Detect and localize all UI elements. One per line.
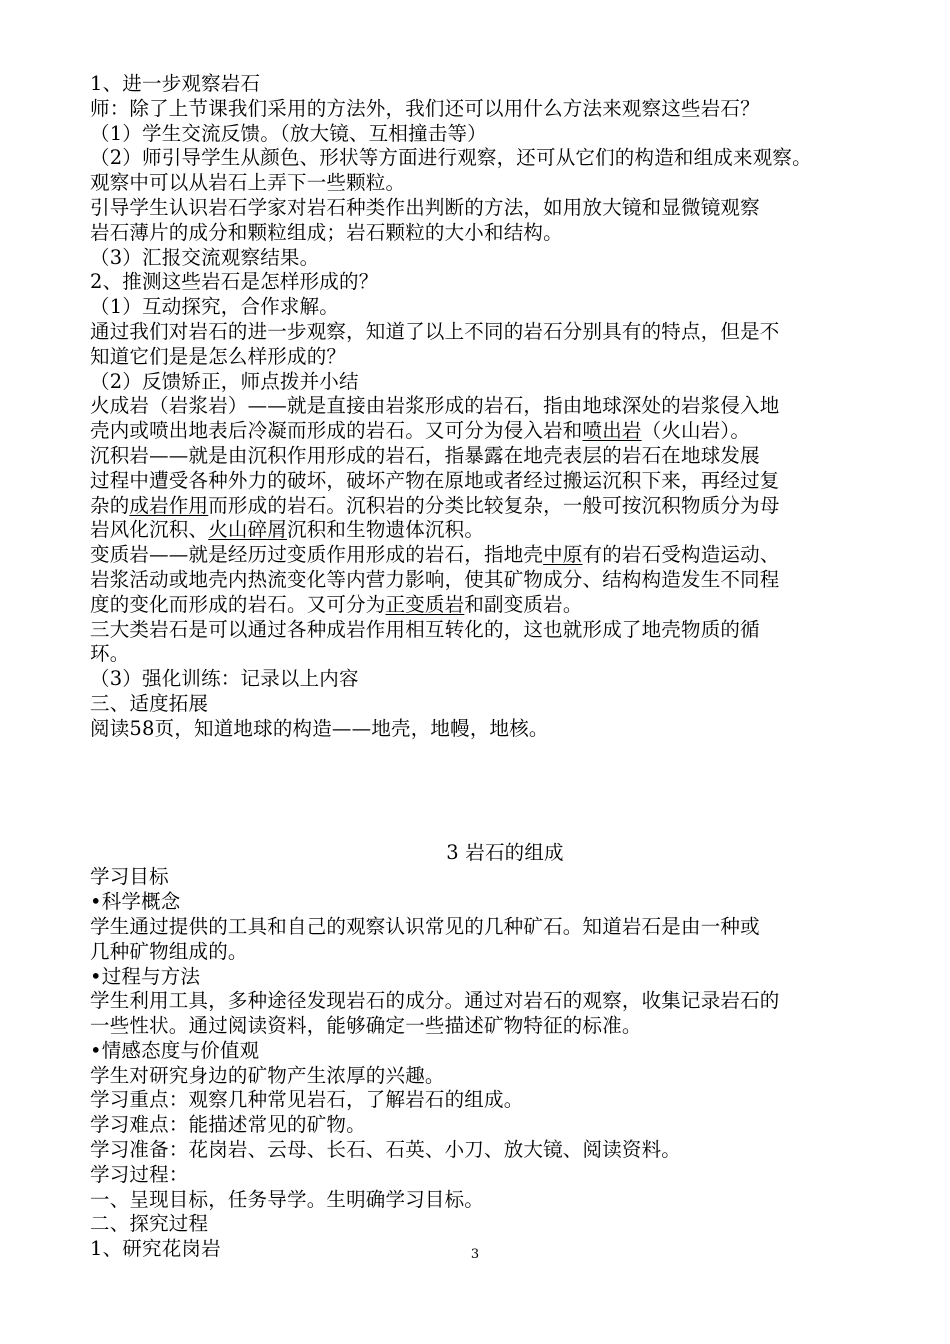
text-run: 沉积和生物遗体沉积。 bbox=[287, 518, 485, 542]
text-run: 岩风化沉积、 bbox=[90, 518, 209, 542]
section-title: 3 岩石的组成 bbox=[446, 840, 564, 864]
text-line: •科学概念 bbox=[90, 890, 181, 914]
text-line bbox=[90, 494, 880, 519]
text-line: 岩石薄片的成分和颗粒组成；岩石颗粒的大小和结构。 bbox=[90, 220, 563, 244]
text-line: 沉积岩——就是由沉积作用形成的岩石，指暴露在地壳表层的岩石在地球发展 bbox=[90, 443, 760, 467]
underlined-term: 喷出岩 bbox=[582, 419, 642, 443]
text-line: 观察中可以从岩石上弄下一些颗粒。 bbox=[90, 171, 406, 195]
text-run: 度的变化而形成的岩石。又可分为 bbox=[90, 592, 386, 616]
text-line: 2、推测这些岩石是怎样形成的？ bbox=[90, 270, 379, 294]
text-line: 1、研究花岗岩 bbox=[90, 1237, 221, 1261]
underlined-term: 正变质岩 bbox=[385, 592, 465, 616]
text-run: 杂的 bbox=[90, 493, 130, 517]
text-line: （3）汇报交流观察结果。 bbox=[90, 245, 320, 269]
text-line: 三大类岩石是可以通过各种成岩作用相互转化的，这也就形成了地壳物质的循 bbox=[90, 617, 760, 641]
text-run: 而形成的岩石。沉积岩的分类比较复杂，一般可按沉积物质分为母 bbox=[208, 493, 780, 517]
text-run: 有的岩石受构造运动、 bbox=[582, 543, 780, 567]
text-line bbox=[90, 419, 880, 444]
text-line: 二、探究过程 bbox=[90, 1212, 209, 1236]
text-run: 和副变质岩。 bbox=[464, 592, 583, 616]
page-number: 3 bbox=[470, 1247, 480, 1262]
text-line: 岩浆活动或地壳内热流变化等内营力影响，使其矿物成分、结构构造发生不同程 bbox=[90, 567, 780, 591]
text-line: 几种矿物组成的。 bbox=[90, 939, 248, 963]
text-line: 阅读58页，知道地球的构造——地壳，地幔，地核。 bbox=[90, 716, 549, 740]
text-line: 通过我们对岩石的进一步观察，知道了以上不同的岩石分别具有的特点，但是不 bbox=[90, 319, 780, 343]
section-spacer bbox=[90, 742, 880, 841]
text-line: 过程中遭受各种外力的破坏，破坏产物在原地或者经过搬运沉积下来，再经过复 bbox=[90, 468, 780, 492]
underlined-term: 成岩作用 bbox=[129, 493, 209, 517]
text-run: 变质岩——就是经历过变质作用形成的岩石，指地壳 bbox=[90, 543, 544, 567]
text-line: （2）师引导学生从颜色、形状等方面进行观察，还可从它们的构造和组成来观察。 bbox=[90, 146, 812, 170]
text-line: 学生利用工具，多种途径发现岩石的成分。通过对岩石的观察，收集记录岩石的 bbox=[90, 989, 780, 1013]
text-line: （1）学生交流反馈。（放大镜、互相撞击等） bbox=[90, 121, 487, 145]
text-line: 火成岩（岩浆岩）——就是直接由岩浆形成的岩石，指由地球深处的岩浆侵入地 bbox=[90, 394, 780, 418]
text-line: 学习过程： bbox=[90, 1162, 189, 1186]
text-line: 学习目标 bbox=[90, 865, 169, 889]
text-line: （2）反馈矫正，师点拨并小结 bbox=[90, 369, 359, 393]
text-line: 师：除了上节课我们采用的方法外，我们还可以用什么方法来观察这些岩石？ bbox=[90, 96, 760, 120]
underlined-term: 中原 bbox=[543, 543, 583, 567]
text-line bbox=[90, 518, 880, 543]
underlined-term: 火山碎屑 bbox=[208, 518, 288, 542]
text-line: 学生通过提供的工具和自己的观察认识常见的几种矿石。知道岩石是由一种或 bbox=[90, 914, 760, 938]
text-line: 学生对研究身边的矿物产生浓厚的兴趣。 bbox=[90, 1063, 445, 1087]
document-body bbox=[90, 72, 880, 1262]
text-line: 知道它们是是怎么样形成的？ bbox=[90, 344, 347, 368]
text-line bbox=[90, 593, 880, 618]
text-line: 1、进一步观察岩石 bbox=[90, 72, 261, 95]
text-line: 学习难点：能描述常见的矿物。 bbox=[90, 1113, 366, 1137]
text-line: 环。 bbox=[90, 642, 130, 666]
text-line: 一些性状。通过阅读资料，能够确定一些描述矿物特征的标准。 bbox=[90, 1014, 642, 1038]
text-run: 壳内或喷出地表后冷凝而形成的岩石。又可分为侵入岩和 bbox=[90, 419, 583, 443]
text-line: 引导学生认识岩石学家对岩石种类作出判断的方法，如用放大镜和显微镜观察 bbox=[90, 195, 760, 219]
text-line: 学习重点：观察几种常见岩石，了解岩石的组成。 bbox=[90, 1088, 524, 1112]
text-line: 学习准备：花岗岩、云母、长石、石英、小刀、放大镜、阅读资料。 bbox=[90, 1138, 682, 1162]
text-line: •情感态度与价值观 bbox=[90, 1038, 260, 1062]
text-line: 一、呈现目标，任务导学。生明确学习目标。 bbox=[90, 1187, 485, 1211]
text-line bbox=[90, 543, 880, 568]
text-line: •过程与方法 bbox=[90, 964, 201, 988]
text-line: 三、适度拓展 bbox=[90, 691, 209, 715]
text-run: （火山岩）。 bbox=[641, 419, 751, 443]
text-line: （1）互动探究，合作求解。 bbox=[90, 295, 340, 319]
text-line: （3）强化训练：记录以上内容 bbox=[90, 667, 359, 691]
